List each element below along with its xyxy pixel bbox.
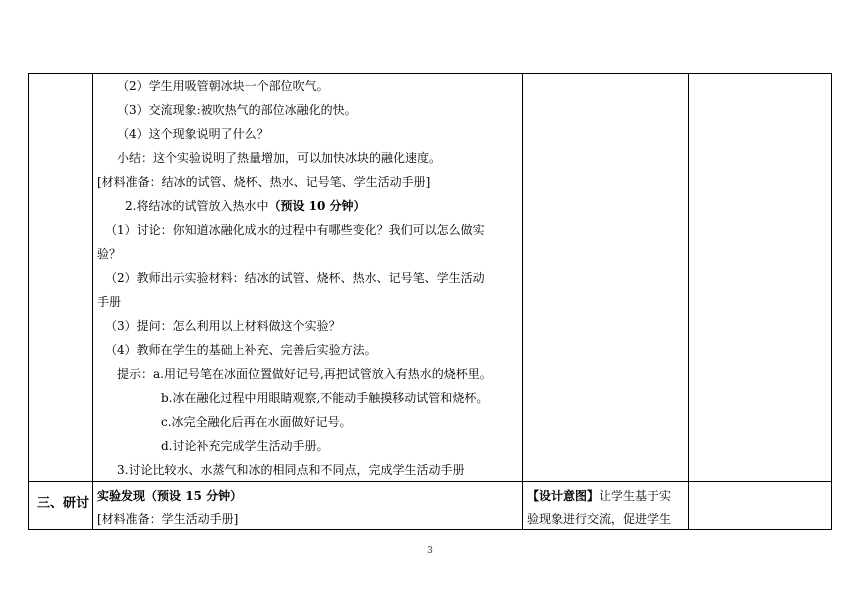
process-line: （3）提问：怎么利用以上材料做这个实验？ bbox=[105, 319, 341, 333]
process-line: 验？ bbox=[97, 247, 122, 261]
step2-heading: 2.将结冰的试管放入热水中（预设 10 分钟） bbox=[125, 199, 366, 213]
table-row bbox=[29, 482, 832, 530]
process-line: （2）教师出示实验材料：结冰的试管、烧杯、热水、记号笔、学生活动 bbox=[105, 271, 485, 285]
design-cell bbox=[523, 482, 689, 530]
process-line: （2）学生用吸管朝冰块一个部位吹气。 bbox=[117, 79, 329, 93]
hint-line: c.冰完全融化后再在水面做好记号。 bbox=[161, 415, 352, 429]
hint-line: d.讨论补充完成学生活动手册。 bbox=[161, 439, 329, 453]
design-intent-line: 验现象进行交流，促进学生 bbox=[527, 512, 672, 526]
experiment-title: 实验发现（预设 15 分钟） bbox=[97, 489, 243, 503]
design-intent-line: 【设计意图】让学生基于实 bbox=[527, 489, 672, 503]
process-line: 手册 bbox=[97, 295, 122, 309]
lesson-plan-table bbox=[28, 73, 832, 530]
process-line: （1）讨论：你知道冰融化成水的过程中有哪些变化？我们可以怎么做实 bbox=[105, 223, 485, 237]
notes-cell-empty bbox=[689, 74, 832, 482]
table-row bbox=[29, 74, 832, 482]
stage-cell-empty bbox=[29, 74, 93, 482]
process-cell bbox=[93, 74, 523, 482]
process-line: （4）教师在学生的基础上补充、完善后实验方法。 bbox=[105, 343, 377, 357]
design-cell-empty bbox=[523, 74, 689, 482]
materials-line: [材料准备：学生活动手册] bbox=[97, 512, 239, 526]
process-line: （3）交流现象:被吹热气的部位冰融化的快。 bbox=[117, 103, 357, 117]
stage-label: 三、研讨 bbox=[37, 496, 90, 511]
process-cell bbox=[93, 482, 523, 530]
step3-line: 3.讨论比较水、水蒸气和冰的相同点和不同点，完成学生活动手册 bbox=[117, 463, 465, 477]
hint-line: b.冰在融化过程中用眼睛观察,不能动手触摸移动试管和烧杯。 bbox=[161, 391, 489, 405]
notes-cell-empty bbox=[689, 482, 832, 530]
page-number: 3 bbox=[427, 546, 433, 556]
stage-cell bbox=[29, 482, 93, 530]
materials-line: [材料准备：结冰的试管、烧杯、热水、记号笔、学生活动手册] bbox=[97, 175, 431, 189]
hint-line: 提示：a.用记号笔在冰面位置做好记号,再把试管放入有热水的烧杯里。 bbox=[117, 367, 492, 381]
summary-line: 小结：这个实验说明了热量增加，可以加快冰块的融化速度。 bbox=[117, 151, 442, 165]
process-line: （4）这个现象说明了什么？ bbox=[117, 127, 269, 141]
